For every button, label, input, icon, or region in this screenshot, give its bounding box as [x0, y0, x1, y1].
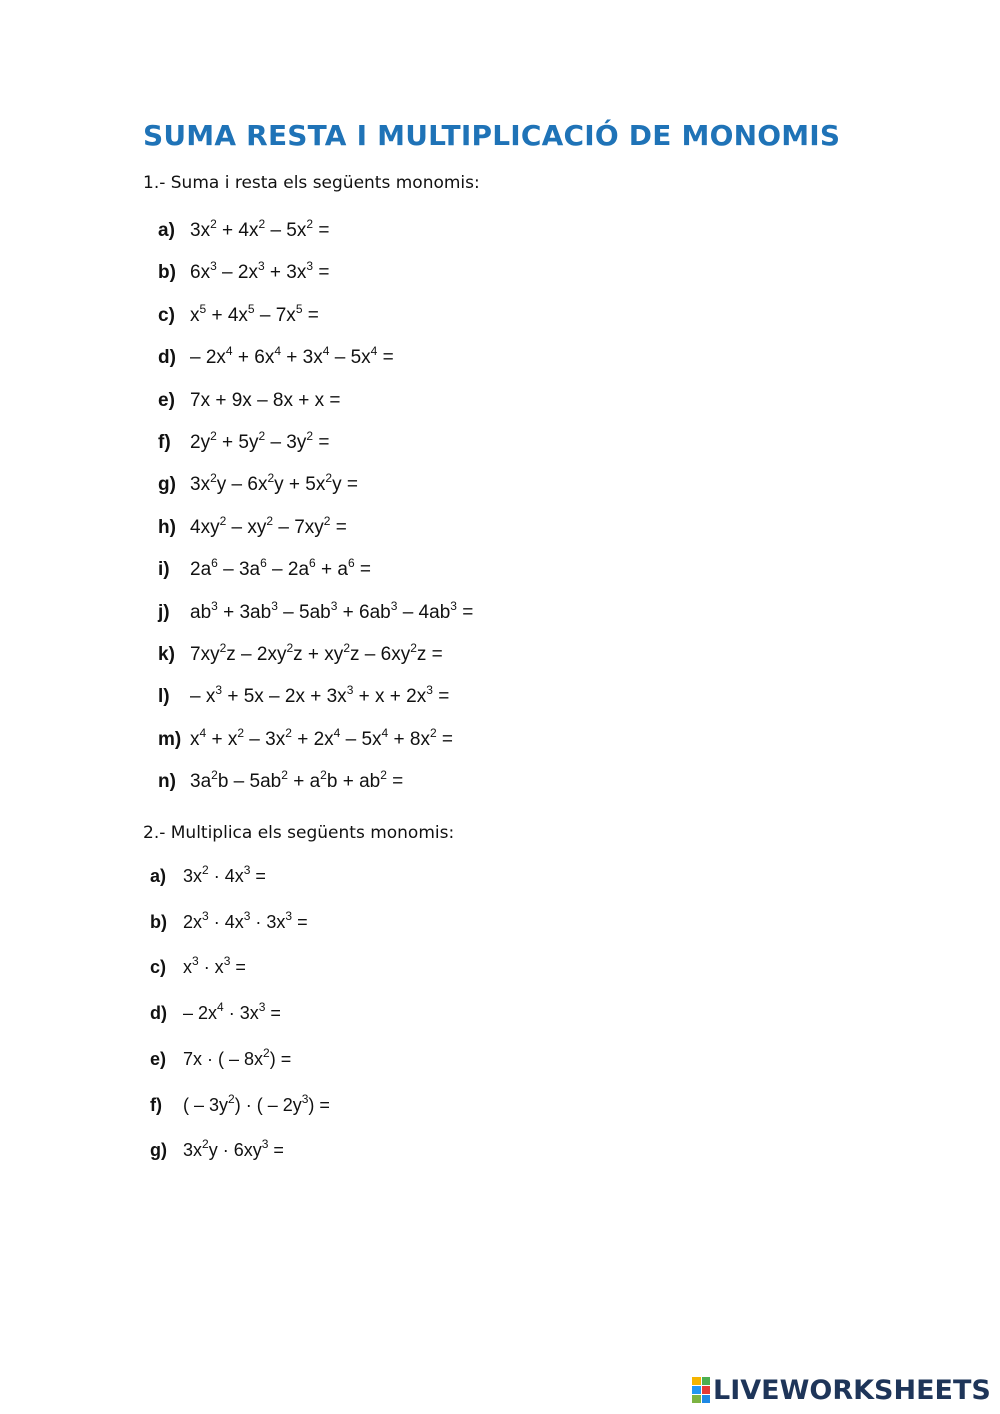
exercise-item	[150, 998, 281, 1028]
exercise-label: a)	[158, 220, 175, 241]
exercise-label: g)	[158, 474, 176, 496]
section-2-heading: 2.- Multiplica els següents monomis:	[143, 823, 455, 843]
exercise-label: k)	[158, 644, 175, 665]
liveworksheets-logo	[692, 1372, 991, 1408]
exercise-label: j)	[158, 601, 170, 623]
exercise-label: i)	[158, 559, 170, 581]
exercise-expression: 7x · ( – $8x^2$) =	[183, 1045, 292, 1069]
exercise-item	[158, 470, 358, 500]
exercise-label: b)	[158, 262, 176, 284]
exercise-expression: $3x^2 + 4x^2 - 5x^2$ =	[190, 217, 330, 241]
logo-square	[702, 1386, 711, 1394]
exercise-expression: $2a^6 - 3a^6 - 2a^6 + a^6$ =	[190, 556, 372, 581]
exercise-expression: – $2x^4 \cdot 3x^3$ =	[183, 1000, 281, 1024]
exercise-expression: $3x^2y \cdot 6xy^3$ =	[183, 1137, 284, 1161]
exercise-item	[158, 598, 473, 628]
exercise-label: c)	[158, 304, 175, 326]
exercise-label: n)	[158, 771, 176, 793]
exercise-item	[158, 682, 449, 712]
exercise-item	[158, 767, 403, 797]
brand-name: LIVEWORKSHEETS	[713, 1374, 991, 1406]
exercise-label: m)	[158, 728, 182, 750]
exercise-expression: $2x^3 \cdot 4x^3 \cdot 3x^3$ =	[183, 908, 308, 932]
exercise-expression: $2y^2 + 5y^2 - 3y^2$ =	[190, 429, 330, 453]
logo-icon	[692, 1377, 710, 1403]
logo-square	[692, 1377, 701, 1385]
exercise-item	[150, 1090, 330, 1120]
exercise-expression: $x^5 + 4x^5 - 7x^5$ =	[190, 301, 319, 326]
exercise-item	[158, 216, 329, 246]
exercise-item	[158, 640, 443, 670]
exercise-label: h)	[158, 516, 176, 538]
exercise-label: l)	[158, 686, 170, 708]
exercise-item	[150, 1044, 291, 1074]
exercise-expression: – $2x^4 + 6x^4 + 3x^4 - 5x^4$ =	[190, 344, 394, 369]
exercise-item	[150, 1135, 284, 1165]
logo-square	[692, 1395, 701, 1403]
exercise-item	[158, 343, 394, 373]
exercise-label: e)	[158, 389, 175, 411]
exercise-label: e)	[150, 1048, 167, 1069]
exercise-item	[158, 301, 319, 331]
exercise-item	[158, 258, 329, 288]
exercise-label: g)	[150, 1140, 167, 1161]
logo-square	[702, 1377, 711, 1385]
exercise-expression: $3a^2b - 5ab^2 + a^2b + ab^2$ =	[190, 768, 404, 793]
exercise-item	[150, 952, 246, 982]
exercise-expression: 7x + 9x – 8x + x =	[190, 389, 341, 411]
exercise-expression: $4xy^2 - xy^2 - 7xy^2$ =	[190, 513, 347, 538]
logo-square	[692, 1386, 701, 1394]
exercise-label: f)	[158, 432, 171, 453]
exercise-expression: $6x^3 - 2x^3 + 3x^3$ =	[190, 259, 330, 284]
exercise-expression: $7xy^2z - 2xy^2z + xy^2z - 6xy^2z$ =	[190, 641, 443, 665]
exercise-expression: $x^3 \cdot x^3$ =	[183, 954, 246, 978]
exercise-item	[158, 513, 347, 543]
page-title: SUMA RESTA I MULTIPLICACIÓ DE MONOMIS	[143, 119, 841, 152]
logo-square	[702, 1395, 711, 1403]
exercise-item	[158, 428, 329, 458]
exercise-item	[158, 386, 341, 416]
exercise-label: c)	[150, 957, 167, 978]
exercise-item	[158, 725, 453, 755]
exercise-item	[150, 907, 308, 937]
exercise-label: b)	[150, 911, 167, 932]
exercise-expression: $x^4 + x^2 - 3x^2 + 2x^4 - 5x^4 + 8x^2$ =	[190, 725, 454, 750]
exercise-label: a)	[150, 866, 167, 886]
exercise-expression: ( – $3y^2$) · ( – $2y^3$) =	[183, 1091, 330, 1115]
exercise-expression: – $x^3 + 5x - 2x + 3x^3 + x + 2x^3$ =	[190, 683, 450, 708]
section-1-heading: 1.- Suma i resta els següents monomis:	[143, 173, 480, 193]
exercise-label: f)	[150, 1094, 162, 1115]
exercise-expression: $3x^2 \cdot 4x^3$ =	[183, 863, 266, 886]
exercise-item	[150, 861, 266, 891]
exercise-item	[158, 555, 371, 585]
exercise-expression: $ab^3 + 3ab^3 - 5ab^3 + 6ab^3 - 4ab^3$ =	[190, 598, 474, 623]
exercise-expression: $3x^2y - 6x^2y + 5x^2y$ =	[190, 471, 358, 496]
exercise-label: d)	[158, 347, 176, 369]
exercise-label: d)	[150, 1003, 167, 1024]
